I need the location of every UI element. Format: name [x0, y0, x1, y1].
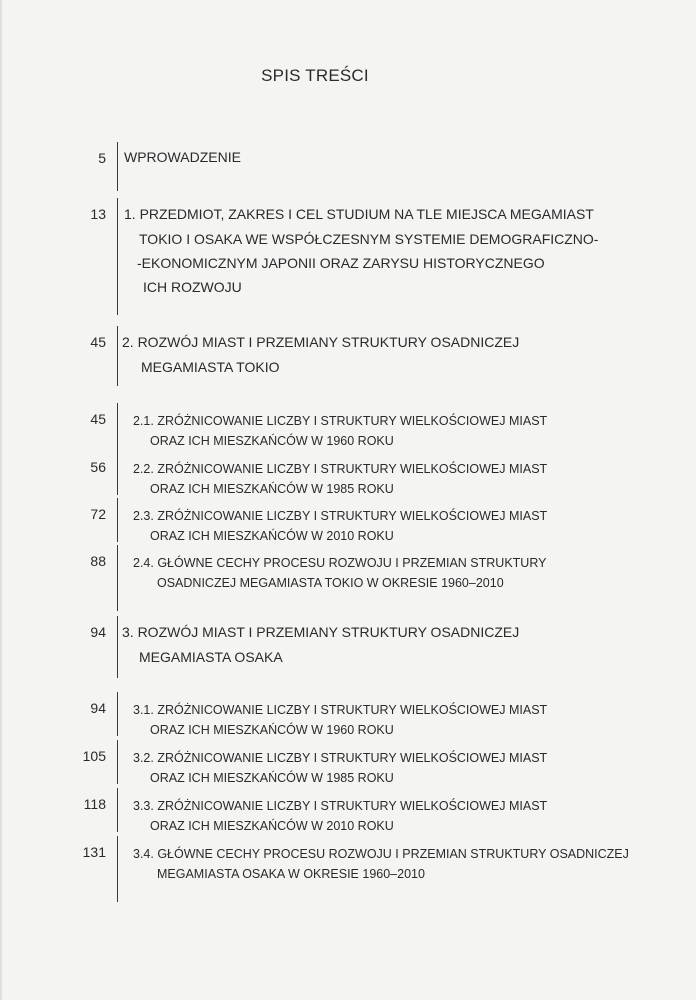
toc-line: 2. ROZWÓJ MIAST I PRZEMIANY STRUKTURY OSADNICZEJ [122, 334, 520, 350]
toc-entry-text [141, 355, 279, 379]
toc-divider [117, 142, 118, 191]
toc-entry-text [122, 330, 519, 354]
toc-entry-text [150, 430, 394, 452]
toc-entry-text [139, 227, 598, 275]
toc-page-number: 94 [90, 700, 106, 716]
toc-line: 3.2. ZRÓŻNICOWANIE LICZBY I STRUKTURY WIELKOŚCIOWEJ MIAST [133, 751, 548, 765]
toc-page-number: 56 [90, 459, 106, 475]
toc-divider [117, 326, 118, 386]
toc-line: 2.3. ZRÓŻNICOWANIE LICZBY I STRUKTURY WIELKOŚCIOWEJ MIAST [133, 509, 548, 523]
toc-entry-text [150, 719, 394, 741]
toc-page-number: 13 [90, 206, 106, 222]
toc-entry-text [133, 552, 546, 574]
toc-line: ORAZ ICH MIESZKAŃCÓW W 1960 ROKU [150, 723, 394, 737]
toc-entry-text [150, 478, 394, 500]
toc-page-number: 72 [90, 506, 106, 522]
toc-line: ORAZ ICH MIESZKAŃCÓW W 1985 ROKU [150, 482, 394, 496]
toc-line: OSADNICZEJ MEGAMIASTA TOKIO W OKRESIE 1960–2010 [157, 576, 504, 590]
toc-page-number: 88 [90, 553, 106, 569]
page-title: SPIS TREŚCI [261, 66, 369, 85]
toc-divider [117, 451, 118, 495]
toc-divider [117, 616, 118, 678]
toc-entry-text [124, 145, 241, 169]
toc-entry-text [133, 699, 547, 721]
toc-entry-text [157, 863, 425, 885]
toc-line: WPROWADZENIE [124, 149, 241, 165]
toc-entry-text [122, 620, 519, 644]
toc-divider [117, 545, 118, 611]
toc-entry-text [150, 767, 394, 789]
toc-line: MEGAMIASTA OSAKA W OKRESIE 1960–2010 [157, 867, 425, 881]
toc-divider [117, 403, 118, 455]
toc-entry-text [133, 843, 629, 865]
toc-entry-text [143, 275, 242, 299]
toc-line: 3.3. ZRÓŻNICOWANIE LICZBY I STRUKTURY WIELKOŚCIOWEJ MIAST [133, 799, 548, 813]
toc-line: MEGAMIASTA OSAKA [139, 649, 283, 665]
toc-page-number: 94 [90, 624, 106, 640]
toc-entry-text [133, 458, 547, 480]
toc-line: 2.2. ZRÓŻNICOWANIE LICZBY I STRUKTURY WIELKOŚCIOWEJ MIAST [133, 462, 548, 476]
toc-entry-text [133, 410, 547, 432]
toc-line: 3.1. ZRÓŻNICOWANIE LICZBY I STRUKTURY WIELKOŚCIOWEJ MIAST [133, 703, 548, 717]
toc-divider [117, 198, 118, 315]
toc-line: TOKIO I OSAKA WE WSPÓŁCZESNYM SYSTEMIE DEMOGRAFICZNO- [139, 231, 599, 247]
toc-divider [117, 740, 118, 784]
toc-line: 3.4. GŁÓWNE CECHY PROCESU ROZWOJU I PRZEMIAN STRUKTURY OSADNICZEJ [133, 847, 629, 861]
toc-line: 2.4. GŁÓWNE CECHY PROCESU ROZWOJU I PRZEMIAN STRUKTURY [133, 556, 547, 570]
toc-entry-text [133, 795, 547, 817]
toc-page-number: 131 [82, 844, 106, 860]
toc-entry-text [157, 572, 504, 594]
toc-divider [117, 692, 118, 736]
toc-page-number: 105 [82, 748, 106, 764]
toc-line: ORAZ ICH MIESZKAŃCÓW W 2010 ROKU [150, 529, 394, 543]
toc-line: ORAZ ICH MIESZKAŃCÓW W 1985 ROKU [150, 771, 394, 785]
toc-entry-text [124, 202, 594, 226]
toc-line: ICH ROZWOJU [143, 279, 242, 295]
toc-divider [117, 788, 118, 832]
toc-divider [117, 836, 118, 902]
toc-entry-text [133, 505, 547, 527]
toc-line: 3. ROZWÓJ MIAST I PRZEMIANY STRUKTURY OSADNICZEJ [122, 624, 520, 640]
toc-page-number: 118 [83, 796, 106, 812]
toc-line: 2.1. ZRÓŻNICOWANIE LICZBY I STRUKTURY WIELKOŚCIOWEJ MIAST [133, 414, 548, 428]
toc-page-number: 45 [90, 334, 106, 350]
toc-entry-text [150, 525, 394, 547]
toc-divider [117, 498, 118, 542]
page-edge-shadow [0, 0, 3, 1000]
toc-line: 1. PRZEDMIOT, ZAKRES I CEL STUDIUM NA TLE MIEJSCA MEGAMIAST [124, 206, 594, 222]
toc-line: ORAZ ICH MIESZKAŃCÓW W 2010 ROKU [150, 819, 394, 833]
toc-entry-text [150, 815, 394, 837]
toc-page-number: 45 [90, 411, 106, 427]
toc-entry-text [139, 645, 283, 669]
toc-line: ORAZ ICH MIESZKAŃCÓW W 1960 ROKU [150, 434, 394, 448]
toc-line: MEGAMIASTA TOKIO [141, 359, 280, 375]
toc-line: -EKONOMICZNYM JAPONII ORAZ ZARYSU HISTORYCZNEGO [137, 255, 545, 271]
toc-page-number: 5 [98, 150, 106, 166]
toc-entry-text [133, 747, 547, 769]
